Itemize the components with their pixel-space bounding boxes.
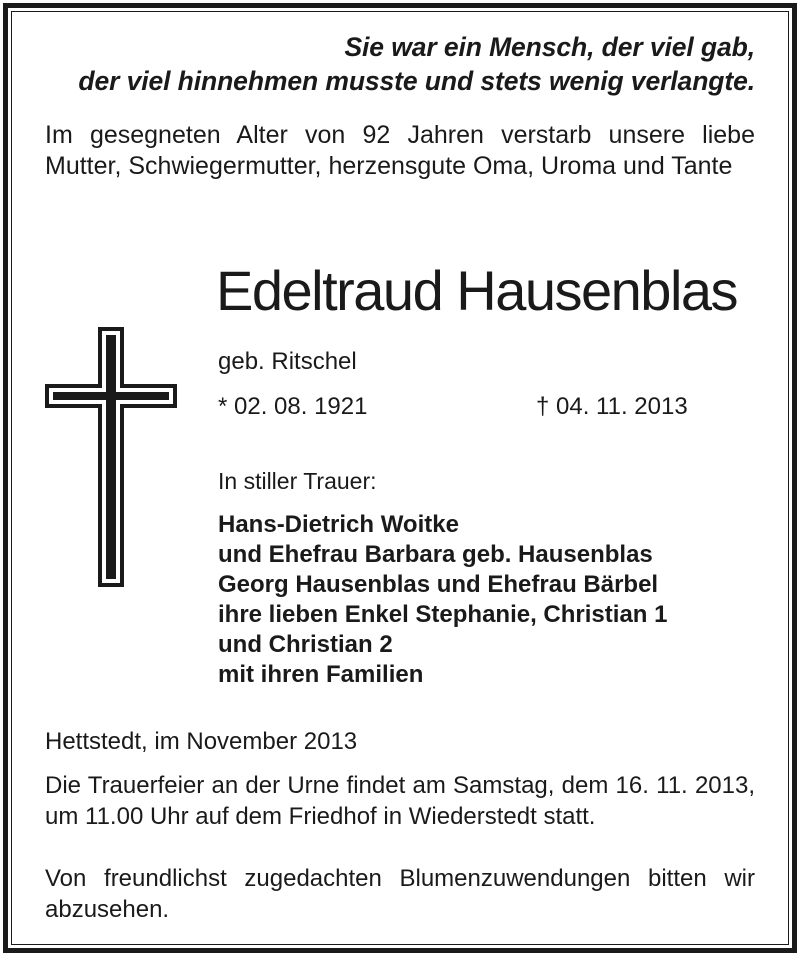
mourner-line: Hans-Dietrich Woitke (218, 511, 459, 538)
mourner-line: ihre lieben Enkel Stephanie, Christian 1 (218, 601, 668, 628)
mourner-line: und Christian 2 (218, 631, 393, 658)
ceremony-info: Die Trauerfeier an der Urne findet am Samstag, dem 16. 11. 2013, um 11.00 Uhr auf dem Friedhof in Wiederstedt statt. (45, 772, 755, 830)
motto-line-2: der viel hinnehmen musste und stets wenig verlangte. (78, 66, 755, 96)
mourning-heading: In stiller Trauer: (218, 468, 377, 494)
motto-line-1: Sie war ein Mensch, der viel gab, (344, 32, 755, 62)
place-date: Hettstedt, im November 2013 (45, 728, 358, 755)
deceased-name: Edeltraud Hausenblas (216, 259, 738, 322)
birth-date: * 02. 08. 1921 (218, 393, 368, 420)
death-date: † 04. 11. 2013 (536, 393, 688, 420)
mourner-line: mit ihren Familien (218, 661, 424, 688)
motto-quote (35, 30, 755, 98)
mourner-line: Georg Hausenblas und Ehefrau Bärbel (218, 571, 659, 598)
cross-icon (44, 326, 178, 588)
mourner-line: und Ehefrau Barbara geb. Hausenblas (218, 541, 653, 568)
flowers-note: Von freundlichst zugedachten Blumenzuwendungen bitten wir abzusehen. (45, 865, 755, 923)
mourners-list (218, 510, 768, 690)
birth-name: geb. Ritschel (218, 348, 357, 375)
intro-text: Im gesegneten Alter von 92 Jahren verstarb unsere liebe Mutter, Schwiegermutter, herzensgute Oma, Uroma und Tante (45, 121, 755, 180)
